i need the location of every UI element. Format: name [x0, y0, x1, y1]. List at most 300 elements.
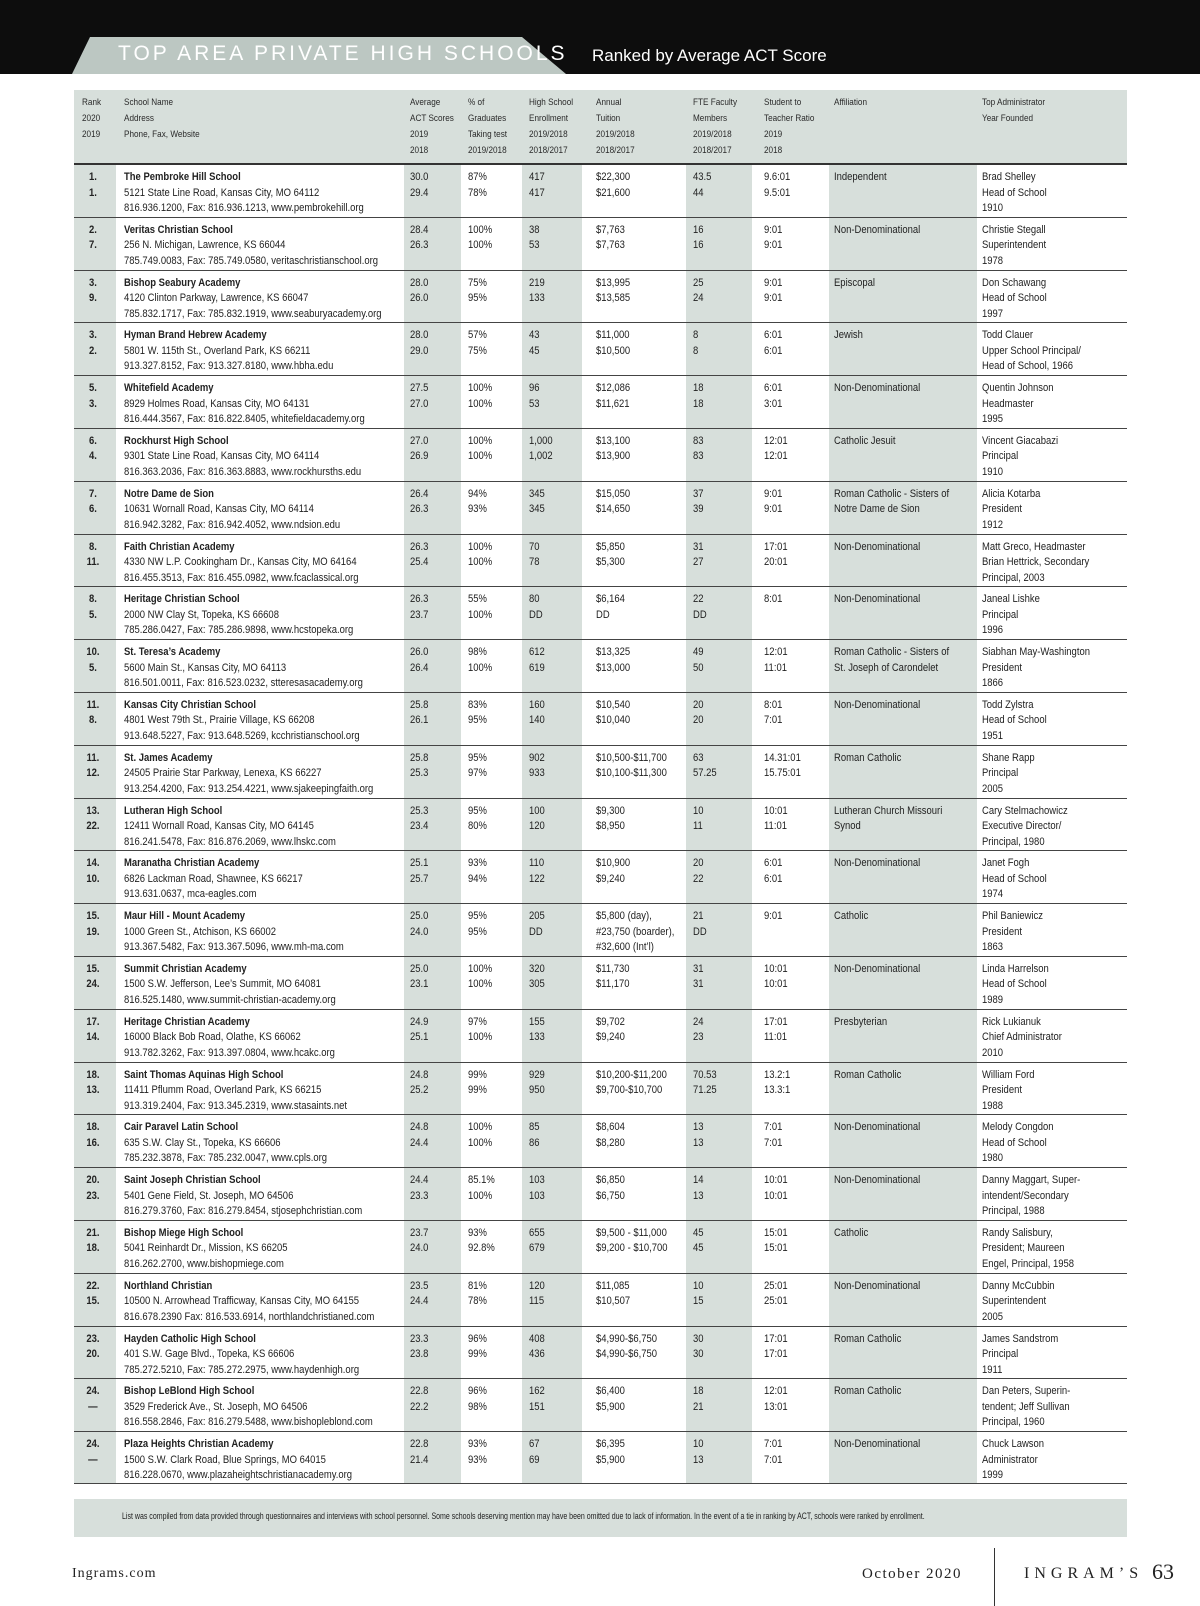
act-cell: 24.8 24.4: [410, 1121, 429, 1149]
graduates-cell: 95% 97%: [468, 751, 487, 780]
affiliation-cell: Presbyterian: [834, 1015, 888, 1028]
enrollment-cell: 155 133: [529, 1015, 545, 1044]
tuition-cell: $15,050 $14,650: [596, 487, 631, 516]
tuition-cell: $6,850 $6,750: [596, 1174, 625, 1202]
act-cell: 28.0 29.0: [410, 329, 429, 357]
school-name: Cair Paravel Latin School: [124, 1121, 239, 1134]
affiliation-cell: Roman Catholic: [834, 751, 902, 764]
graduates-cell: 95% 80%: [468, 804, 487, 833]
school-address: 6826 Lackman Road, Shawnee, KS 66217: [124, 872, 303, 885]
header-act: Average ACT Scores 2019 2018: [410, 97, 454, 156]
school-cell: [124, 804, 336, 851]
school-address: 8929 Holmes Road, Kansas City, MO 64131: [124, 397, 310, 410]
school-address: 5401 Gene Field, St. Joseph, MO 64506: [124, 1189, 294, 1202]
graduates-cell: 100% 100%: [468, 382, 493, 410]
act-cell: 24.9 25.1: [410, 1015, 429, 1044]
act-cell: 27.0 26.9: [410, 434, 429, 463]
faculty-cell: 31 27: [693, 540, 704, 569]
enrollment-cell: 345 345: [529, 487, 545, 516]
ratio-cell: 6:01 6:01: [764, 329, 783, 357]
affiliation-cell: Roman Catholic: [834, 1332, 902, 1345]
faculty-cell: 30 30: [693, 1332, 704, 1361]
affiliation-cell: Catholic: [834, 910, 869, 923]
header-ratio: Student to Teacher Ratio 2019 2018: [764, 97, 815, 156]
graduates-cell: 99% 99%: [468, 1068, 487, 1097]
affiliation-cell: Non-Denominational: [834, 962, 921, 975]
school-address: 5600 Main St., Kansas City, MO 64113: [124, 661, 287, 674]
table-row: [74, 271, 1127, 324]
faculty-cell: 31 31: [693, 962, 704, 991]
school-address: 24505 Prairie Star Parkway, Lenexa, KS 66227: [124, 767, 322, 780]
act-cell: 25.1 25.7: [410, 857, 429, 885]
table-row: [74, 1432, 1127, 1484]
administrator-cell: Randy Salisbury, President; Maureen Engel, Principal, 1958: [982, 1226, 1075, 1270]
ratio-cell: 9:01 9:01: [764, 276, 783, 305]
faculty-cell: 43.5 44: [693, 171, 712, 199]
act-cell: 25.8 26.1: [410, 698, 429, 727]
school-name: Veritas Christian School: [124, 223, 233, 236]
ratio-cell: 12:01 12:01: [764, 434, 788, 463]
administrator-cell: Vincent Giacabazi Principal 1910: [982, 434, 1059, 478]
graduates-cell: 94% 93%: [468, 487, 487, 516]
header-enrollment: High School Enrollment 2019/2018 2018/2017: [529, 97, 574, 156]
ratio-cell: 9:01: [764, 910, 783, 923]
rank-cell: 3. 2.: [88, 329, 97, 357]
faculty-cell: 22 DD: [693, 593, 707, 621]
rank-cell: 2. 7.: [88, 223, 97, 252]
school-name: Saint Joseph Christian School: [124, 1174, 261, 1187]
header-rank: Rank 2020 2019: [82, 97, 102, 140]
tuition-cell: $12,086 $11,621: [596, 382, 631, 410]
administrator-cell: Danny McCubbin Superintendent 2005: [982, 1279, 1055, 1323]
rank-cell: 21. 18.: [86, 1226, 100, 1255]
affiliation-cell: Roman Catholic - Sisters of Notre Dame de Sion: [834, 487, 950, 516]
school-name: Maur Hill - Mount Academy: [124, 910, 246, 923]
ratio-cell: 17:01 17:01: [764, 1332, 788, 1361]
enrollment-cell: 417 417: [529, 171, 545, 199]
rank-cell: 24. —: [86, 1385, 100, 1413]
school-address: 4330 NW L.P. Cookingham Dr., Kansas City, MO 64164: [124, 556, 357, 569]
tuition-cell: $7,763 $7,763: [596, 223, 625, 252]
ratio-cell: 12:01 11:01: [764, 646, 788, 674]
tuition-cell: $10,540 $10,040: [596, 698, 631, 727]
school-cell: [124, 909, 344, 956]
affiliation-cell: Non-Denominational: [834, 223, 921, 236]
page-title: TOP AREA PRIVATE HIGH SCHOOLS: [118, 42, 568, 65]
table-row: [74, 323, 1127, 376]
school-contact[interactable]: 785.232.3878, Fax: 785.232.0047, www.cpls.org: [124, 1152, 328, 1165]
act-cell: 27.5 27.0: [410, 382, 429, 410]
school-name: Hyman Brand Hebrew Academy: [124, 329, 267, 342]
faculty-cell: 20 22: [693, 857, 704, 885]
school-contact[interactable]: 816.942.3282, Fax: 816.942.4052, www.ndsion.edu: [124, 518, 341, 531]
school-address: 1000 Green St., Atchison, KS 66002: [124, 925, 276, 938]
header-graduates: % of Graduates Taking test 2019/2018: [468, 97, 508, 156]
graduates-cell: 98% 100%: [468, 646, 493, 674]
enrollment-cell: 70 78: [529, 540, 540, 569]
ratio-cell: 14.31:01 15.75:01: [764, 751, 801, 780]
act-cell: 23.5 24.4: [410, 1279, 429, 1308]
tuition-cell: $11,730 $11,170: [596, 962, 630, 991]
school-contact[interactable]: 816.501.0011, Fax: 816.523.0232, stteresasacademy.org: [124, 677, 363, 690]
school-contact[interactable]: 785.286.0427, Fax: 785.286.9898, www.hcstopeka.org: [124, 624, 354, 637]
enrollment-cell: 67 69: [529, 1438, 540, 1466]
affiliation-cell: Jewish: [834, 329, 863, 342]
affiliation-cell: Roman Catholic - Sisters of St. Joseph of Carondelet: [834, 646, 950, 674]
graduates-cell: 57% 75%: [468, 329, 487, 357]
table-row: [74, 429, 1127, 482]
school-contact[interactable]: 816.228.0670, www.plazaheightschristianacademy.org: [124, 1469, 353, 1482]
affiliation-cell: Non-Denominational: [834, 1279, 921, 1292]
administrator-cell: William Ford President 1988: [982, 1068, 1035, 1112]
table-header: [74, 90, 1127, 163]
affiliation-cell: Non-Denominational: [834, 1121, 921, 1134]
ratio-cell: 8:01 7:01: [764, 698, 783, 727]
school-cell: [124, 698, 360, 745]
graduates-cell: 85.1% 100%: [468, 1174, 495, 1202]
administrator-cell: Shane Rapp Principal 2005: [982, 751, 1035, 795]
tuition-cell: $9,500 - $11,000 $9,200 - $10,700: [596, 1226, 668, 1255]
rank-cell: 1. 1.: [88, 171, 97, 199]
enrollment-cell: 408 436: [529, 1332, 545, 1361]
school-name: Saint Thomas Aquinas High School: [124, 1068, 284, 1081]
ratio-cell: 15:01 15:01: [764, 1226, 788, 1255]
act-cell: 28.0 26.0: [410, 276, 429, 305]
school-contact[interactable]: 913.648.5227, Fax: 913.648.5269, kcchristianschool.org: [124, 729, 360, 742]
administrator-cell: Janet Fogh Head of School 1974: [982, 857, 1047, 901]
ratio-cell: 7:01 7:01: [764, 1121, 783, 1149]
affiliation-cell: Non-Denominational: [834, 540, 921, 553]
school-name: St. James Academy: [124, 751, 213, 764]
tuition-cell: $4,990-$6,750 $4,990-$6,750: [596, 1332, 658, 1361]
graduates-cell: 95% 95%: [468, 910, 487, 938]
faculty-cell: 83 83: [693, 434, 704, 463]
school-contact[interactable]: 816.936.1200, Fax: 816.936.1213, www.pembrokehill.org: [124, 202, 364, 214]
administrator-cell: Siabhan May-Washington President 1866: [982, 646, 1090, 690]
school-address: 10500 N. Arrowhead Trafficway, Kansas City, MO 64155: [124, 1295, 360, 1308]
administrator-cell: Danny Maggart, Super- intendent/Secondary Principal, 1988: [982, 1174, 1081, 1218]
school-name: Bishop Miege High School: [124, 1226, 244, 1239]
table-body: [74, 165, 1127, 1484]
footer-brand: INGRAM’S: [1024, 1565, 1144, 1582]
enrollment-cell: 110 122: [529, 857, 545, 885]
faculty-cell: 20 20: [693, 698, 704, 727]
school-contact[interactable]: 785.749.0083, Fax: 785.749.0580, veritaschristianschool.org: [124, 254, 379, 267]
rank-cell: 11. 12.: [86, 751, 100, 780]
school-name: Maranatha Christian Academy: [124, 857, 260, 870]
enrollment-cell: 100 120: [529, 804, 545, 833]
school-address: 11411 Pflumm Road, Overland Park, KS 66215: [124, 1084, 322, 1097]
school-contact[interactable]: 816.279.3760, Fax: 816.279.8454, stjosephchristian.com: [124, 1205, 363, 1218]
administrator-cell: Alicia Kotarba President 1912: [982, 487, 1041, 531]
tuition-cell: $5,800 (day), #23,750 (boarder), #32,600 (Int’l): [596, 910, 675, 954]
enrollment-cell: 43 45: [529, 329, 540, 357]
table-row: [74, 746, 1127, 799]
school-cell: [124, 1120, 327, 1167]
school-cell: [124, 1226, 288, 1273]
school-name: Heritage Christian School: [124, 593, 240, 606]
faculty-cell: 8 8: [693, 329, 699, 357]
act-cell: 22.8 22.2: [410, 1385, 429, 1413]
enrollment-cell: 1,000 1,002: [529, 434, 553, 463]
graduates-cell: 93% 94%: [468, 857, 487, 885]
faculty-cell: 10 13: [693, 1438, 704, 1466]
administrator-cell: Linda Harrelson Head of School 1989: [982, 962, 1049, 1006]
administrator-cell: Quentin Johnson Headmaster 1995: [982, 382, 1054, 426]
affiliation-cell: Roman Catholic: [834, 1385, 902, 1398]
school-contact[interactable]: 816.525.1480, www.summit-christian-academy.org: [124, 993, 336, 1006]
school-address: 16000 Black Bob Road, Olathe, KS 66062: [124, 1031, 301, 1044]
faculty-cell: 10 11: [693, 804, 704, 833]
act-cell: 25.0 23.1: [410, 962, 429, 991]
school-name: Hayden Catholic High School: [124, 1332, 256, 1345]
rank-cell: 6. 4.: [88, 434, 97, 463]
rank-cell: 15. 24.: [86, 962, 100, 991]
table-row: [74, 482, 1127, 535]
school-address: 4120 Clinton Parkway, Lawrence, KS 66047: [124, 292, 309, 305]
ratio-cell: 17:01 11:01: [764, 1015, 788, 1044]
affiliation-cell: Episcopal: [834, 276, 876, 289]
school-contact[interactable]: 816.455.3513, Fax: 816.455.0982, www.fcaclassical.org: [124, 571, 359, 584]
header-school: School Name Address Phone, Fax, Website: [124, 97, 200, 140]
ratio-cell: 10:01 10:01: [764, 962, 788, 991]
table-row: [74, 693, 1127, 746]
administrator-cell: Matt Greco, Headmaster Brian Hettrick, Secondary Principal, 2003: [982, 540, 1090, 584]
affiliation-cell: Independent: [834, 171, 887, 183]
tuition-cell: $13,100 $13,900: [596, 434, 631, 463]
act-cell: 23.3 23.8: [410, 1332, 429, 1361]
header-affiliation: Affiliation: [834, 97, 868, 108]
school-cell: [124, 1279, 374, 1326]
table-row: [74, 1115, 1127, 1168]
rank-cell: 8. 11.: [86, 540, 100, 569]
graduates-cell: 100% 100%: [468, 223, 493, 252]
tuition-cell: $9,702 $9,240: [596, 1015, 625, 1044]
ratio-cell: 9:01 9:01: [764, 223, 783, 252]
administrator-cell: Don Schawang Head of School 1997: [982, 276, 1047, 320]
graduates-cell: 87% 78%: [468, 171, 487, 199]
rank-cell: 18. 13.: [86, 1068, 100, 1097]
rank-cell: 17. 14.: [86, 1015, 100, 1044]
school-contact[interactable]: 913.782.3262, Fax: 913.397.0804, www.hcakc.org: [124, 1046, 335, 1059]
rank-cell: 7. 6.: [88, 487, 97, 516]
school-contact[interactable]: 913.327.8152, Fax: 913.327.8180, www.hbha.edu: [124, 360, 334, 373]
ratio-cell: 10:01 10:01: [764, 1174, 788, 1202]
faculty-cell: 70.53 71.25: [693, 1068, 717, 1097]
enrollment-cell: 219 133: [529, 276, 545, 305]
school-address: 256 N. Michigan, Lawrence, KS 66044: [124, 239, 286, 252]
graduates-cell: 96% 99%: [468, 1332, 487, 1361]
act-cell: 22.8 21.4: [410, 1438, 429, 1466]
affiliation-cell: Roman Catholic: [834, 1068, 902, 1081]
faculty-cell: 25 24: [693, 276, 704, 305]
school-cell: [124, 962, 336, 1009]
school-address: 5121 State Line Road, Kansas City, MO 64112: [124, 186, 320, 199]
faculty-cell: 10 15: [693, 1279, 704, 1308]
rank-cell: 14. 10.: [86, 857, 100, 885]
header-administrator: Top Administrator Year Founded: [982, 97, 1046, 124]
table-row: [74, 587, 1127, 640]
school-cell: [124, 856, 303, 903]
table-row: [74, 535, 1127, 588]
tuition-cell: $6,164 DD: [596, 593, 625, 621]
graduates-cell: 100% 100%: [468, 962, 493, 991]
faculty-cell: 16 16: [693, 223, 704, 252]
school-name: Rockhurst High School: [124, 434, 229, 447]
enrollment-cell: 320 305: [529, 962, 545, 991]
school-name: Faith Christian Academy: [124, 540, 235, 553]
school-name: St. Teresa’s Academy: [124, 646, 221, 659]
table-row: [74, 218, 1127, 271]
rank-cell: 23. 20.: [86, 1332, 100, 1361]
act-cell: 24.4 23.3: [410, 1174, 429, 1202]
act-cell: 28.4 26.3: [410, 223, 429, 252]
enrollment-cell: 38 53: [529, 223, 540, 252]
page-number: 63: [1152, 1559, 1174, 1584]
school-cell: [124, 170, 364, 217]
table-row: [74, 1221, 1127, 1274]
ratio-cell: 13.2:1 13.3:1: [764, 1068, 791, 1097]
school-name: Notre Dame de Sion: [124, 487, 214, 500]
school-cell: [124, 1015, 335, 1062]
school-contact[interactable]: 785.272.5210, Fax: 785.272.2975, www.haydenhigh.org: [124, 1363, 360, 1376]
school-address: 9301 State Line Road, Kansas City, MO 64114: [124, 450, 320, 463]
administrator-cell: Todd Clauer Upper School Principal/ Head of School, 1966: [982, 329, 1081, 373]
school-address: 5801 W. 115th St., Overland Park, KS 66211: [124, 344, 311, 357]
affiliation-cell: Non-Denominational: [834, 1174, 921, 1187]
school-cell: [124, 540, 359, 587]
administrator-cell: Phil Baniewicz President 1863: [982, 910, 1043, 954]
school-contact[interactable]: 816.241.5478, Fax: 816.876.2069, www.lhskc.com: [124, 835, 336, 848]
school-contact[interactable]: 913.631.0637, mca-eagles.com: [124, 888, 257, 901]
tuition-cell: $10,900 $9,240: [596, 857, 631, 885]
school-contact[interactable]: 913.254.4200, Fax: 913.254.4221, www.sjakeepingfaith.org: [124, 782, 374, 795]
school-address: 401 S.W. Gage Blvd., Topeka, KS 66606: [124, 1348, 295, 1361]
table-row: [74, 799, 1127, 852]
enrollment-cell: 929 950: [529, 1068, 545, 1097]
school-cell: [124, 276, 382, 323]
school-contact[interactable]: 816.262.2700, www.bishopmiege.com: [124, 1257, 284, 1270]
enrollment-cell: 96 53: [529, 382, 540, 410]
school-address: 3529 Frederick Ave., St. Joseph, MO 64506: [124, 1400, 308, 1413]
enrollment-cell: 655 679: [529, 1226, 545, 1255]
act-cell: 26.3 25.4: [410, 540, 429, 569]
graduates-cell: 100% 100%: [468, 1121, 493, 1149]
header-tuition: Annual Tuition 2019/2018 2018/2017: [596, 97, 635, 156]
graduates-cell: 75% 95%: [468, 276, 487, 305]
enrollment-cell: 205 DD: [529, 910, 545, 938]
school-cell: [124, 223, 378, 270]
faculty-cell: 21 DD: [693, 910, 707, 938]
school-contact[interactable]: 816.363.2036, Fax: 816.363.8883, www.rockhursths.edu: [124, 465, 362, 478]
faculty-cell: 18 18: [693, 382, 704, 410]
ratio-cell: 17:01 20:01: [764, 540, 788, 569]
rank-cell: 10. 5.: [86, 646, 100, 674]
table-row: [74, 904, 1127, 957]
school-cell: [124, 592, 353, 639]
school-contact[interactable]: 816.558.2846, Fax: 816.279.5488, www.bishopleblond.com: [124, 1416, 373, 1429]
affiliation-cell: Non-Denominational: [834, 857, 921, 870]
affiliation-cell: Catholic: [834, 1226, 869, 1239]
school-cell: [124, 1068, 347, 1115]
school-contact[interactable]: 913.367.5482, Fax: 913.367.5096, www.mh-ma.com: [124, 941, 344, 954]
rank-cell: 20. 23.: [86, 1174, 100, 1202]
school-cell: [124, 1332, 359, 1379]
rank-cell: 15. 19.: [86, 910, 100, 938]
table-row: [74, 957, 1127, 1010]
table-row: [74, 1168, 1127, 1221]
rank-cell: 13. 22.: [86, 804, 100, 833]
school-address: 12411 Wornall Road, Kansas City, MO 64145: [124, 820, 314, 833]
table-row: [74, 1274, 1127, 1327]
affiliation-cell: Non-Denominational: [834, 593, 921, 606]
rank-cell: 3. 9.: [88, 276, 97, 305]
tuition-cell: $11,000 $10,500: [596, 329, 631, 357]
affiliation-cell: Catholic Jesuit: [834, 434, 896, 447]
graduates-cell: 81% 78%: [468, 1279, 487, 1308]
enrollment-cell: 103 103: [529, 1174, 545, 1202]
faculty-cell: 63 57.25: [693, 751, 717, 780]
table-row: [74, 376, 1127, 429]
graduates-cell: 83% 95%: [468, 698, 487, 727]
school-name: Bishop LeBlond High School: [124, 1385, 255, 1398]
footer-date: October 2020: [862, 1566, 963, 1582]
faculty-cell: 24 23: [693, 1015, 704, 1044]
enrollment-cell: 612 619: [529, 646, 545, 674]
affiliation-cell: Non-Denominational: [834, 382, 921, 395]
tuition-cell: $8,604 $8,280: [596, 1121, 625, 1149]
table-note: [74, 1499, 1127, 1537]
tuition-cell: $10,500-$11,700 $10,100-$11,300: [596, 751, 667, 780]
school-contact[interactable]: 913.319.2404, Fax: 913.345.2319, www.stasaints.net: [124, 1099, 347, 1112]
school-cell: [124, 328, 333, 375]
ratio-cell: 9.6:01 9.5:01: [764, 171, 791, 199]
school-cell: [124, 1173, 362, 1220]
table-row: [74, 165, 1127, 218]
school-cell: [124, 1437, 352, 1484]
graduates-cell: 97% 100%: [468, 1015, 493, 1044]
school-cell: [124, 1384, 373, 1431]
page-subtitle: Ranked by Average ACT Score: [592, 46, 827, 65]
school-contact[interactable]: 816.444.3567, Fax: 816.822.8405, whitefieldacademy.org: [124, 413, 365, 426]
act-cell: 25.0 24.0: [410, 910, 429, 938]
tuition-cell: $10,200-$11,200 $9,700-$10,700: [596, 1068, 667, 1097]
rank-cell: 11. 8.: [86, 698, 100, 727]
school-name: Heritage Christian Academy: [124, 1015, 250, 1028]
ratio-cell: 10:01 11:01: [764, 804, 788, 833]
table-row: [74, 1327, 1127, 1380]
enrollment-cell: 902 933: [529, 751, 545, 780]
ratio-cell: 25:01 25:01: [764, 1279, 788, 1308]
tuition-cell: $22,300 $21,600: [596, 171, 631, 199]
administrator-cell: Melody Congdon Head of School 1980: [982, 1121, 1054, 1165]
graduates-cell: 93% 93%: [468, 1438, 487, 1466]
act-cell: 26.0 26.4: [410, 646, 429, 674]
table-row: [74, 640, 1127, 693]
ratio-cell: 6:01 6:01: [764, 857, 783, 885]
school-contact[interactable]: 816.678.2390 Fax: 816.533.6914, northlandchristianed.com: [124, 1310, 375, 1323]
school-name: The Pembroke Hill School: [124, 171, 241, 183]
affiliation-cell: Lutheran Church Missouri Synod: [834, 804, 943, 833]
enrollment-cell: 160 140: [529, 698, 545, 727]
school-address: 635 S.W. Clay St., Topeka, KS 66606: [124, 1136, 281, 1149]
school-contact[interactable]: 785.832.1717, Fax: 785.832.1919, www.seaburyacademy.org: [124, 307, 382, 320]
tuition-cell: $6,400 $5,900: [596, 1385, 625, 1413]
tuition-cell: $11,085 $10,507: [596, 1279, 631, 1308]
administrator-cell: Dan Peters, Superin- tendent; Jeff Sullivan Principal, 1960: [982, 1385, 1071, 1429]
school-name: Bishop Seabury Academy: [124, 276, 241, 289]
table-row: [74, 1379, 1127, 1432]
